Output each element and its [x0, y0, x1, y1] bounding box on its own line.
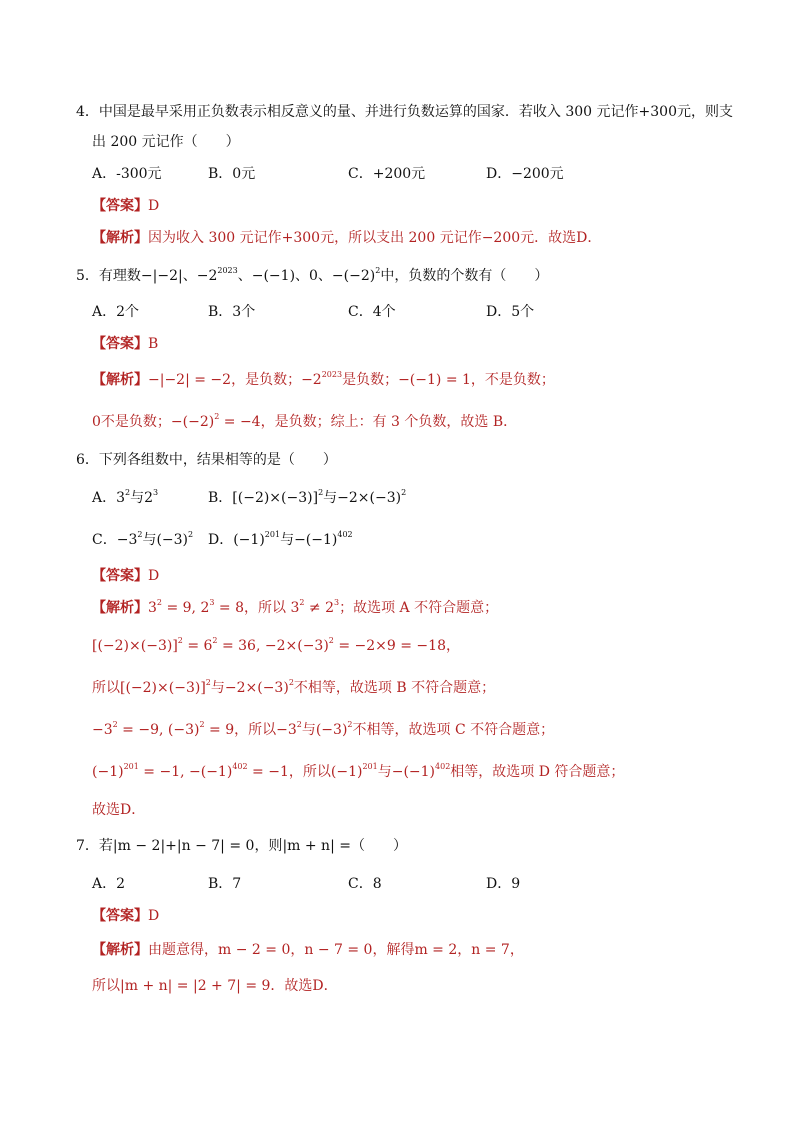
q6-opt-a-exp1: 2 — [125, 488, 131, 497]
q4-option-d: D．−200元 — [486, 166, 564, 182]
q6-an4-exp2: 2 — [199, 720, 205, 729]
q6-an2-exp2: 2 — [212, 636, 218, 645]
q6-opt-b-2: 与−2×(−3) — [323, 490, 402, 506]
q6-an4-exp3: 2 — [296, 720, 302, 729]
q6-an5-a: (−1) — [92, 764, 124, 780]
q6-an5-c: = −1，所以 — [247, 764, 331, 780]
q6-an3-d: 不相等，故选项 B 不符合题意； — [293, 680, 496, 696]
q5-answer — [92, 334, 158, 354]
q6-an5-b: = −1, −(−1) — [138, 764, 233, 780]
q6-analysis-line6: 故选D． — [92, 802, 146, 818]
q6-an4-d: 与(−3) — [301, 722, 348, 738]
q5-an2-a: 0不是负数； — [92, 414, 171, 430]
q6-opt-d-exp2: 402 — [337, 530, 353, 539]
q6-an5-exp3: 201 — [362, 762, 378, 771]
answer-value: D — [148, 568, 160, 584]
q4-stem-line1: 4．中国是最早采用正负数表示相反意义的量、并进行负数运算的国家．若收入 300 元记作+300元，则支 — [76, 104, 733, 120]
analysis-tag: 【解析】 — [92, 372, 148, 388]
q6-opt-b-exp2: 2 — [401, 488, 407, 497]
q7-an1-d: n − 7 = 0 — [304, 942, 373, 958]
answer-tag: 【答案】 — [92, 908, 148, 924]
q6-an4-b: = −9, (−3) — [117, 722, 200, 738]
q6-an5-exp2: 402 — [232, 762, 248, 771]
q7-option-d: D．9 — [486, 876, 521, 892]
q4-stem-line2: 出 200 元记作（ ） — [92, 134, 240, 150]
analysis-text: 因为收入 300 元记作+300元，所以支出 200 元记作−200元．故选D． — [148, 230, 602, 246]
analysis-tag: 【解析】 — [92, 600, 148, 616]
q6-analysis-line3 — [92, 678, 495, 698]
q5-math-1-exp: 2023 — [217, 266, 238, 275]
q6-opt-c-exp1: 2 — [137, 530, 143, 539]
q7-an1-e: ，解得 — [372, 942, 415, 958]
q6-an5-exp1: 201 — [123, 762, 139, 771]
q6-an4-a: −3 — [92, 722, 113, 738]
q6-an4-exp4: 2 — [347, 720, 353, 729]
q6-opt-b-1: B．[(−2)×(−3)] — [208, 490, 319, 506]
q6-an3-exp2: 2 — [288, 678, 294, 687]
q6-an2-d: = −2×9 = −18， — [333, 638, 460, 654]
q5-an2-b: −(−2) — [170, 414, 215, 430]
q7-option-b: B．7 — [208, 876, 242, 892]
q7-stem-math: |m − 2|+|n − 7| = 0 — [112, 838, 255, 854]
q5-an1-d: 是负数； — [342, 372, 399, 388]
q7-stem-math2: |m + n| = — [282, 838, 351, 854]
q4-answer — [92, 196, 159, 216]
q6-an3-c: 与−2×(−3) — [210, 680, 289, 696]
q5-math-2: 、−(−1)、0、−(−2) — [237, 268, 376, 284]
q6-an2-exp1: 2 — [177, 636, 183, 645]
answer-tag: 【答案】 — [92, 336, 148, 352]
analysis-tag: 【解析】 — [92, 230, 148, 246]
q5-option-b: B．3个 — [208, 304, 256, 320]
q5-an1-c-exp: 2023 — [321, 370, 343, 379]
q6-opt-d-2: 与−(−1) — [280, 532, 338, 548]
q6-analysis-line4 — [92, 720, 554, 740]
q7-an2-c: ．故选D． — [270, 978, 338, 994]
q4-option-b: B．0元 — [208, 166, 256, 182]
q5-stem-suffix: 中，负数的个数有（ ） — [380, 268, 549, 284]
q6-opt-a-2: 与2 — [130, 490, 154, 506]
q6-opt-c-1: C．−3 — [92, 532, 138, 548]
q4-option-c: C．+200元 — [348, 166, 426, 182]
q6-an4-c: = 9，所以−3 — [204, 722, 297, 738]
q6-option-a — [92, 488, 158, 508]
q7-an1-g: ， — [457, 942, 472, 958]
q5-analysis-line1 — [92, 370, 555, 390]
q6-analysis-line1 — [92, 598, 498, 618]
q6-analysis-line5 — [92, 762, 624, 782]
q5-math-1: −|−2|、−2 — [140, 268, 218, 284]
q5-an1-a: −|−2| = −2 — [148, 372, 232, 388]
q5-an2-c: = −4 — [219, 414, 261, 430]
q7-an1-i: ， — [509, 942, 524, 958]
q6-an3-exp1: 2 — [205, 678, 211, 687]
q5-option-d: D．5个 — [486, 304, 535, 320]
q5-an1-e: −(−1) = 1 — [398, 372, 471, 388]
q6-an4-e: 不相等，故选项 C 不符合题意； — [352, 722, 555, 738]
q6-an5-e: 与−(−1) — [377, 764, 436, 780]
q6-an1-exp3: 2 — [299, 598, 305, 607]
q5-math-2-exp: 2 — [375, 266, 381, 275]
q7-answer — [92, 906, 159, 926]
q7-option-a: A．2 — [92, 876, 126, 892]
q6-an1-exp1: 2 — [156, 598, 163, 607]
q6-option-d — [208, 530, 353, 550]
q5-an2-d: ，是负数；综上：有 3 个负数，故选 B． — [260, 414, 518, 430]
answer-value: B — [148, 336, 159, 352]
q6-opt-d-exp1: 201 — [264, 530, 281, 539]
q5-stem — [76, 266, 548, 286]
q7-stem-suffix: （ ） — [350, 838, 407, 854]
q6-an4-exp1: 2 — [112, 720, 118, 729]
q6-an1-exp2: 3 — [209, 598, 215, 607]
q6-an5-exp4: 402 — [435, 762, 451, 771]
q6-opt-c-2: 与(−3) — [142, 532, 189, 548]
q7-an2-a: 所以 — [92, 978, 120, 994]
q7-an2-b: |m + n| = |2 + 7| = 9 — [120, 978, 271, 994]
q6-opt-b-exp1: 2 — [318, 488, 324, 497]
q7-an1-b: m − 2 = 0 — [218, 942, 291, 958]
q7-an1-c: ， — [290, 942, 305, 958]
q7-stem-prefix: 7．若 — [76, 838, 113, 854]
q7-stem — [76, 836, 407, 856]
q6-an1-exp4: 3 — [334, 598, 340, 607]
q6-answer — [92, 566, 159, 586]
q7-an1-h: n = 7 — [471, 942, 510, 958]
q6-an1-b: = 9, 2 — [162, 600, 210, 616]
q5-an1-f: ，不是负数； — [470, 372, 555, 388]
q5-option-c: C．4个 — [348, 304, 396, 320]
q7-stem-mid: ，则 — [254, 838, 283, 854]
q6-opt-a-exp2: 3 — [153, 488, 159, 497]
q6-option-b — [208, 488, 406, 508]
analysis-tag: 【解析】 — [92, 942, 148, 958]
q6-an2-a: [(−2)×(−3)] — [92, 638, 178, 654]
q5-analysis-line2 — [92, 412, 517, 432]
q7-an1-f: m = 2 — [414, 942, 458, 958]
q7-option-c: C．8 — [348, 876, 382, 892]
q6-an3-b: [(−2)×(−3)] — [120, 680, 206, 696]
q6-an1-c: = 8，所以 3 — [214, 600, 300, 616]
q4-analysis — [92, 228, 601, 248]
answer-tag: 【答案】 — [92, 198, 148, 214]
answer-value: D — [148, 908, 160, 924]
q4-option-a: A．-300元 — [92, 166, 162, 182]
q6-analysis-line2 — [92, 636, 460, 656]
q5-an1-c: −2 — [301, 372, 322, 388]
q6-opt-d-1: D．(−1) — [208, 532, 265, 548]
q6-option-c — [92, 530, 193, 550]
q5-an1-b: ，是负数； — [231, 372, 302, 388]
answer-tag: 【答案】 — [92, 568, 148, 584]
q6-opt-a-1: A．3 — [92, 490, 126, 506]
q5-option-a: A．2个 — [92, 304, 140, 320]
q6-an2-b: = 6 — [182, 638, 213, 654]
q6-an5-d: (−1) — [330, 764, 363, 780]
q6-an2-c: = 36, −2×(−3) — [217, 638, 329, 654]
answer-value: D — [148, 198, 160, 214]
q6-an5-f: 相等，故选项 D 符合题意； — [450, 764, 625, 780]
q7-analysis-line1 — [92, 940, 524, 960]
q6-stem: 6．下列各组数中，结果相等的是（ ） — [76, 452, 337, 468]
q6-an3-a: 所以 — [92, 680, 120, 696]
q6-an2-exp3: 2 — [328, 636, 334, 645]
q5-an2-b-exp: 2 — [214, 412, 220, 421]
q6-an1-e: ；故选项 A 不符合题意； — [339, 600, 499, 616]
q5-stem-prefix: 5．有理数 — [76, 268, 141, 284]
q6-an1-d: ≠ 2 — [304, 600, 335, 616]
q7-an1-a: 由题意得， — [148, 942, 218, 958]
q6-an1-a: 3 — [148, 600, 157, 616]
q6-opt-c-exp2: 2 — [188, 530, 194, 539]
q7-analysis-line2 — [92, 976, 338, 996]
